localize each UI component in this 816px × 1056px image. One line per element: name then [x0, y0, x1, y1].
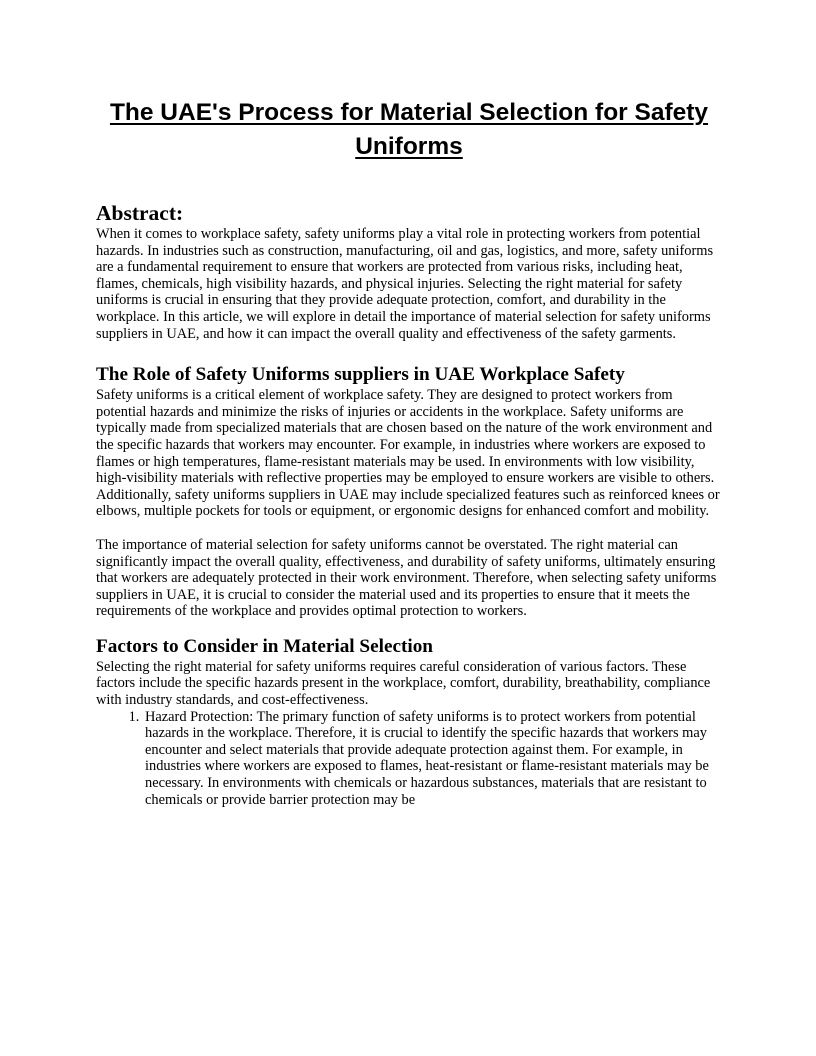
factors-list — [96, 709, 722, 809]
abstract-heading: Abstract: — [96, 201, 184, 225]
abstract-paragraph: When it comes to workplace safety, safety uniforms play a vital role in protecting workers from potential hazards. In industries such as construction, manufacturing, oil and gas, logistics, and more, safety uniforms are a fundamental requirement to ensure that workers are protected from various risks, including heat, flames, chemicals, high visibility hazards, and physical injuries. Selecting the right material for safety uniforms is crucial in ensuring that they provide adequate protection, comfort, and durability in the workplace. In this article, we will explore in detail the importance of material selection for safety uniforms suppliers in UAE, and how it can impact the overall quality and effectiveness of the safety garments. — [96, 226, 714, 342]
role-heading: The Role of Safety Uniforms suppliers in UAE Workplace Safety — [96, 364, 625, 386]
role-paragraph-2: The importance of material selection for safety uniforms cannot be overstated. The right material can significantly impact the overall quality, effectiveness, and durability of safety uniforms, ultimately ensuring that workers are adequately protected in their work environment. Therefore, when selecting safety uniforms suppliers in UAE, it is crucial to consider the material used and its properties to ensure that it meets the requirements of the workplace and provides optimal protection to workers. — [96, 536, 717, 620]
title-line-2: Uniforms — [355, 133, 463, 160]
factor-item-hazard-protection: 1. Hazard Protection: The primary function of safety uniforms is to protect workers from potential hazards in the workplace. Therefore, it is crucial to identify the specific hazards that workers may encounter and select materials that provide adequate protection against them. For example, in industries where workers are exposed to flames, heat-resistant or flame-resistant materials may be necessary. In environments with chemicals or hazardous substances, materials that are resistant to chemicals or provide barrier protection may be — [143, 709, 722, 809]
role-paragraph-1: Safety uniforms is a critical element of workplace safety. They are designed to protect workers from potential hazards and minimize the risks of injuries or accidents in the workplace. Safety uniforms are typically made from specialized materials that are chosen based on the nature of the work environment and the specific hazards that workers may encounter. For example, in industries where workers are exposed to flames or high temperatures, flame-resistant materials may be used. In environments with low visibility, high-visibility materials with reflective properties may be employed to ensure workers are visible to others. Additionally, safety uniforms suppliers in UAE may include specialized features such as reinforced knees or elbows, multiple pockets for tools or equipment, or ergonomic designs for enhanced comfort and mobility. — [96, 387, 720, 520]
document-page — [96, 96, 722, 808]
factors-heading: Factors to Consider in Material Selection — [96, 635, 433, 657]
document-title — [82, 96, 736, 164]
factors-intro: Selecting the right material for safety uniforms requires careful consideration of various factors. These factors include the specific hazards present in the workplace, comfort, durability, breathability, compliance with industry standards, and cost-effectiveness. — [96, 658, 711, 709]
title-line-1: The UAE's Process for Material Selection for Safety — [109, 99, 709, 126]
